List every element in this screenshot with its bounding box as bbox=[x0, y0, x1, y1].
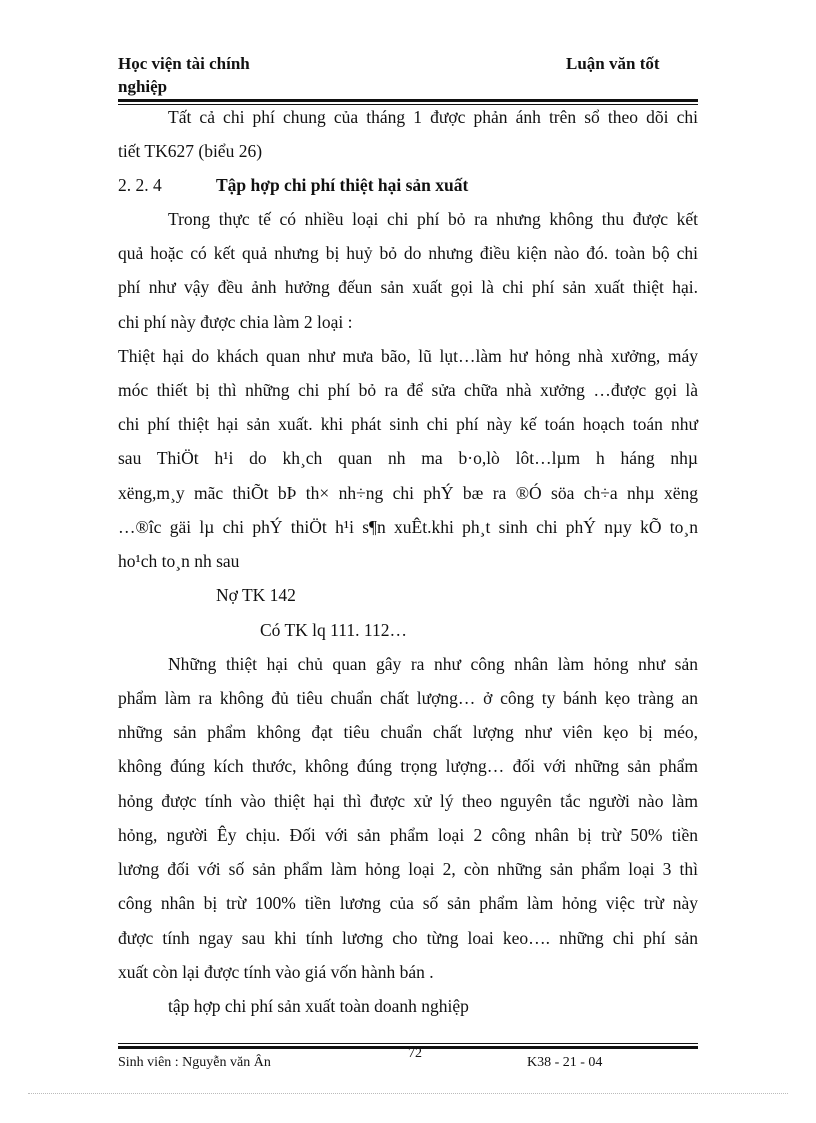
body-line: công nhân bị trừ 100% tiền lương của số sản phẩm làm hỏng việc trừ này bbox=[118, 893, 698, 913]
footer-page-number: 72 bbox=[408, 1046, 422, 1061]
body-line: xuất còn lại được tính vào giá vốn hành bán . bbox=[118, 962, 434, 982]
body-line: Tất cả chi phí chung của tháng 1 được phản ánh trên sổ theo dõi chi bbox=[168, 107, 698, 127]
body-line: phẩm làm ra không đủ tiêu chuẩn chất lượng… ở công ty bánh kẹo tràng an bbox=[118, 688, 698, 708]
body-line: không đúng kích thước, không đúng trọng lượng… đối với những sản phẩm bbox=[118, 756, 698, 776]
body-line: …®îc gäi lµ chi phÝ thiÖt h¹i s¶n xuÊt.khi ph¸t sinh chi phÝ nµy kÕ to¸n bbox=[118, 517, 698, 537]
body-line: sau ThiÖt h¹i do kh¸ch quan nh ma b·o,lò lôt…lµm h háng nhµ bbox=[118, 448, 698, 468]
body-line: chi phí thiệt hại sản xuất. khi phát sinh chi phí này kế toán hoạch toán như bbox=[118, 414, 698, 434]
header-institution: Học viện tài chính bbox=[118, 54, 250, 73]
entry-credit: Có TK lq 111. 112… bbox=[260, 620, 407, 640]
body-line: Những thiệt hại chủ quan gây ra như công nhân làm hỏng như sản bbox=[168, 654, 698, 674]
body-line: phí như vậy đều ảnh hưởng đếun sản xuất gọi là chi phí sản xuất thiệt hại. bbox=[118, 277, 698, 297]
body-line: lương đối với số sản phẩm làm hỏng loại 2, còn những sản phẩm loại 3 thì bbox=[118, 859, 698, 879]
body-line: chi phí này được chia làm 2 loại : bbox=[118, 312, 353, 332]
body-line: tiết TK627 (biểu 26) bbox=[118, 141, 263, 161]
entry-debit: Nợ TK 142 bbox=[216, 585, 296, 605]
body-line: hỏng được tính vào thiệt hại thì được xử lý theo nguyên tắc người nào làm bbox=[118, 791, 698, 811]
footer-rule-thin bbox=[118, 1043, 698, 1044]
header-institution-cont: nghiệp bbox=[118, 77, 168, 96]
section-title: Tập hợp chi phí thiệt hại sản xuất bbox=[216, 175, 469, 195]
footer-class-code: K38 - 21 - 04 bbox=[527, 1055, 603, 1070]
body-line: tập hợp chi phí sản xuất toàn doanh nghiệp bbox=[168, 996, 469, 1016]
section-number: 2. 2. 4 bbox=[118, 175, 162, 195]
header-thesis-label: Luận văn tốt bbox=[566, 54, 660, 73]
header-rule-thin bbox=[118, 104, 698, 105]
body-line: quả hoặc có kết quả nhưng bị huỷ bỏ do nhưng điều kiện nào đó. toàn bộ chi bbox=[118, 243, 698, 263]
body-line: Thiệt hại do khách quan như mưa bão, lũ lụt…làm hư hỏng nhà xưởng, máy bbox=[118, 346, 698, 366]
footer-student: Sinh viên : Nguyễn văn Ân bbox=[118, 1055, 271, 1070]
body-line: Trong thực tế có nhiều loại chi phí bỏ ra nhưng không thu được kết bbox=[168, 209, 698, 229]
body-line: được tính ngay sau khi tính lương cho từng loai keo…. những chi phí sản bbox=[118, 928, 698, 948]
page-bottom-dotted-line bbox=[28, 1093, 788, 1094]
header-rule-thick bbox=[118, 99, 698, 102]
body-line: những sản phẩm không đạt tiêu chuẩn chất lượng như viên kẹo bị méo, bbox=[118, 722, 698, 742]
body-line: xëng,m¸y mãc thiÕt bÞ th× nh÷ng chi phÝ bæ ra ®Ó söa ch÷a nhµ xëng bbox=[118, 483, 698, 503]
body-line: hỏng, người Êy chịu. Đối với sản phẩm loại 2 công nhân bị trừ 50% tiền bbox=[118, 825, 698, 845]
body-line: móc thiết bị thì những chi phí bỏ ra để sửa chữa nhà xưởng …được gọi là bbox=[118, 380, 698, 400]
body-line: ho¹ch to¸n nh sau bbox=[118, 551, 240, 571]
